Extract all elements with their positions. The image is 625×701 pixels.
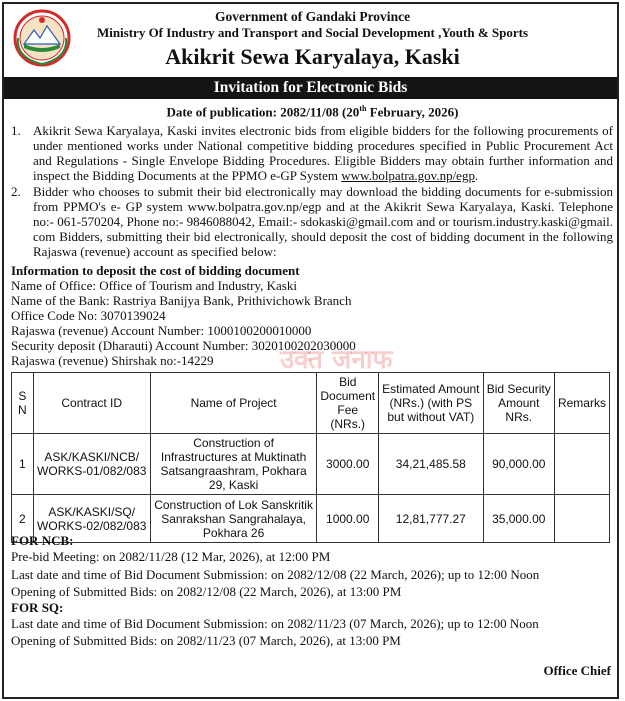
ministry-title: Ministry Of Industry and Transport and Social Development ,Youth & Sports (96, 25, 529, 40)
table-header-row (12, 373, 610, 434)
table-row (12, 434, 610, 495)
header-estimate: Estimated Amount (NRs.) (with PS but without VAT) (379, 373, 483, 434)
cell-sn: 1 (12, 434, 34, 495)
paragraph-number: 1. (11, 123, 21, 138)
sq-heading: FOR SQ: (11, 600, 64, 615)
paragraph-text: Bidder who chooses to submit their bid electronically may download the bidding documents for e-submission from PPMO's e- GP system www.bolpatra.gov.np/egp and at the Akikrit Sewa Karyalaya, Kaski. Telephone no:- 061-570204, Phone no:- 9846088042, Email:- sdokaski@gmail.com and or tourism.industry.kaski@gmail. com Bidders, submitting their bid electronically, should deposit the cost of bidding document in the following Rajaswa (revenue) account as specified below: (33, 184, 613, 259)
cell-estimate: 12,81,777.27 (379, 495, 483, 543)
office-title: Akikrit Sewa Karyalaya, Kaski (165, 44, 460, 69)
cell-remarks (554, 495, 609, 543)
header-remarks: Remarks (554, 373, 609, 434)
procurement-table (11, 372, 610, 543)
cell-project: Construction of Lok Sanskritik Sanrakshan Sangrahalaya, Pokhara 26 (150, 495, 317, 543)
cell-security: 35,000.00 (483, 495, 554, 543)
office-code-line: Office Code No: 3070139024 (11, 308, 166, 323)
ncb-heading: FOR NCB: (11, 533, 74, 548)
deposit-heading: Information to deposit the cost of bidding document (11, 263, 300, 278)
cell-fee: 3000.00 (317, 434, 379, 495)
cell-project: Construction of Infrastructures at Muktinath Satsangraashram, Pokhara 29, Kaski (150, 434, 317, 495)
egp-link[interactable]: www.bolpatra.gov.np/egp (341, 168, 475, 183)
paragraph-number: 2. (11, 184, 21, 199)
cell-sn: 2 (12, 495, 34, 543)
cell-contract-id: ASK/KASKI/SQ/ WORKS-02/082/083 (33, 495, 150, 543)
cell-contract-id: ASK/KASKI/NCB/ WORKS-01/082/083 (33, 434, 150, 495)
table-row (12, 495, 610, 543)
bank-name-line: Name of the Bank: Rastriya Banijya Bank, Prithivichowk Branch (11, 293, 352, 308)
cell-fee: 1000.00 (317, 495, 379, 543)
watermark: उक्त जनाफ (280, 345, 393, 375)
invitation-banner: Invitation for Electronic Bids (4, 77, 617, 99)
cell-security: 90,000.00 (483, 434, 554, 495)
office-name-line: Name of Office: Office of Tourism and Industry, Kaski (11, 278, 297, 293)
paragraph-1 (11, 123, 613, 183)
publication-date: Date of publication: 2082/11/08 (20th February, 2026) (166, 104, 459, 120)
ncb-prebid: Pre-bid Meeting: on 2082/11/28 (12 Mar, 2026), at 12:00 PM (11, 549, 331, 564)
paragraph-text: Akikrit Sewa Karyalaya, Kaski invites electronic bids from eligible bidders for the following procurements of under mentioned works under National competitive bidding procedures specified in Public Procurement Act and Regulations - Single Envelope Bidding Procedures. Eligible Bidders may obtain further information and inspect the Bidding Documents at the PPMO e-GP System www.bolpatra.gov.np/egp. (33, 123, 613, 183)
security-account-line: Security deposit (Dharauti) Account Number: 3020100202030000 (11, 338, 356, 353)
cell-remarks (554, 434, 609, 495)
cell-estimate: 34,21,485.58 (379, 434, 483, 495)
ncb-opening: Opening of Submitted Bids: on 2082/12/08 (22 March, 2026), at 13:00 PM (11, 584, 402, 599)
header-fee: Bid Document Fee (NRs.) (317, 373, 379, 434)
sq-submission: Last date and time of Bid Document Submission: on 2082/11/23 (07 March, 2026); up to 12:00 Noon (11, 616, 539, 631)
header-sn: S N (12, 373, 34, 434)
revenue-account-line: Rajaswa (revenue) Account Number: 1000100200010000 (11, 323, 312, 338)
office-chief-signature: Office Chief (543, 663, 611, 678)
header-project: Name of Project (150, 373, 317, 434)
ncb-submission: Last date and time of Bid Document Submission: on 2082/12/08 (22 March, 2026); up to 12:00 Noon (11, 567, 540, 582)
shirshak-line: Rajaswa (revenue) Shirshak no:-14229 (11, 353, 214, 368)
header-contract-id: Contract ID (33, 373, 150, 434)
header-security: Bid Security Amount NRs. (483, 373, 554, 434)
sq-opening: Opening of Submitted Bids: on 2082/11/23 (07 March, 2026), at 13:00 PM (11, 633, 401, 648)
government-title: Government of Gandaki Province (214, 9, 411, 24)
paragraph-2 (11, 184, 613, 259)
